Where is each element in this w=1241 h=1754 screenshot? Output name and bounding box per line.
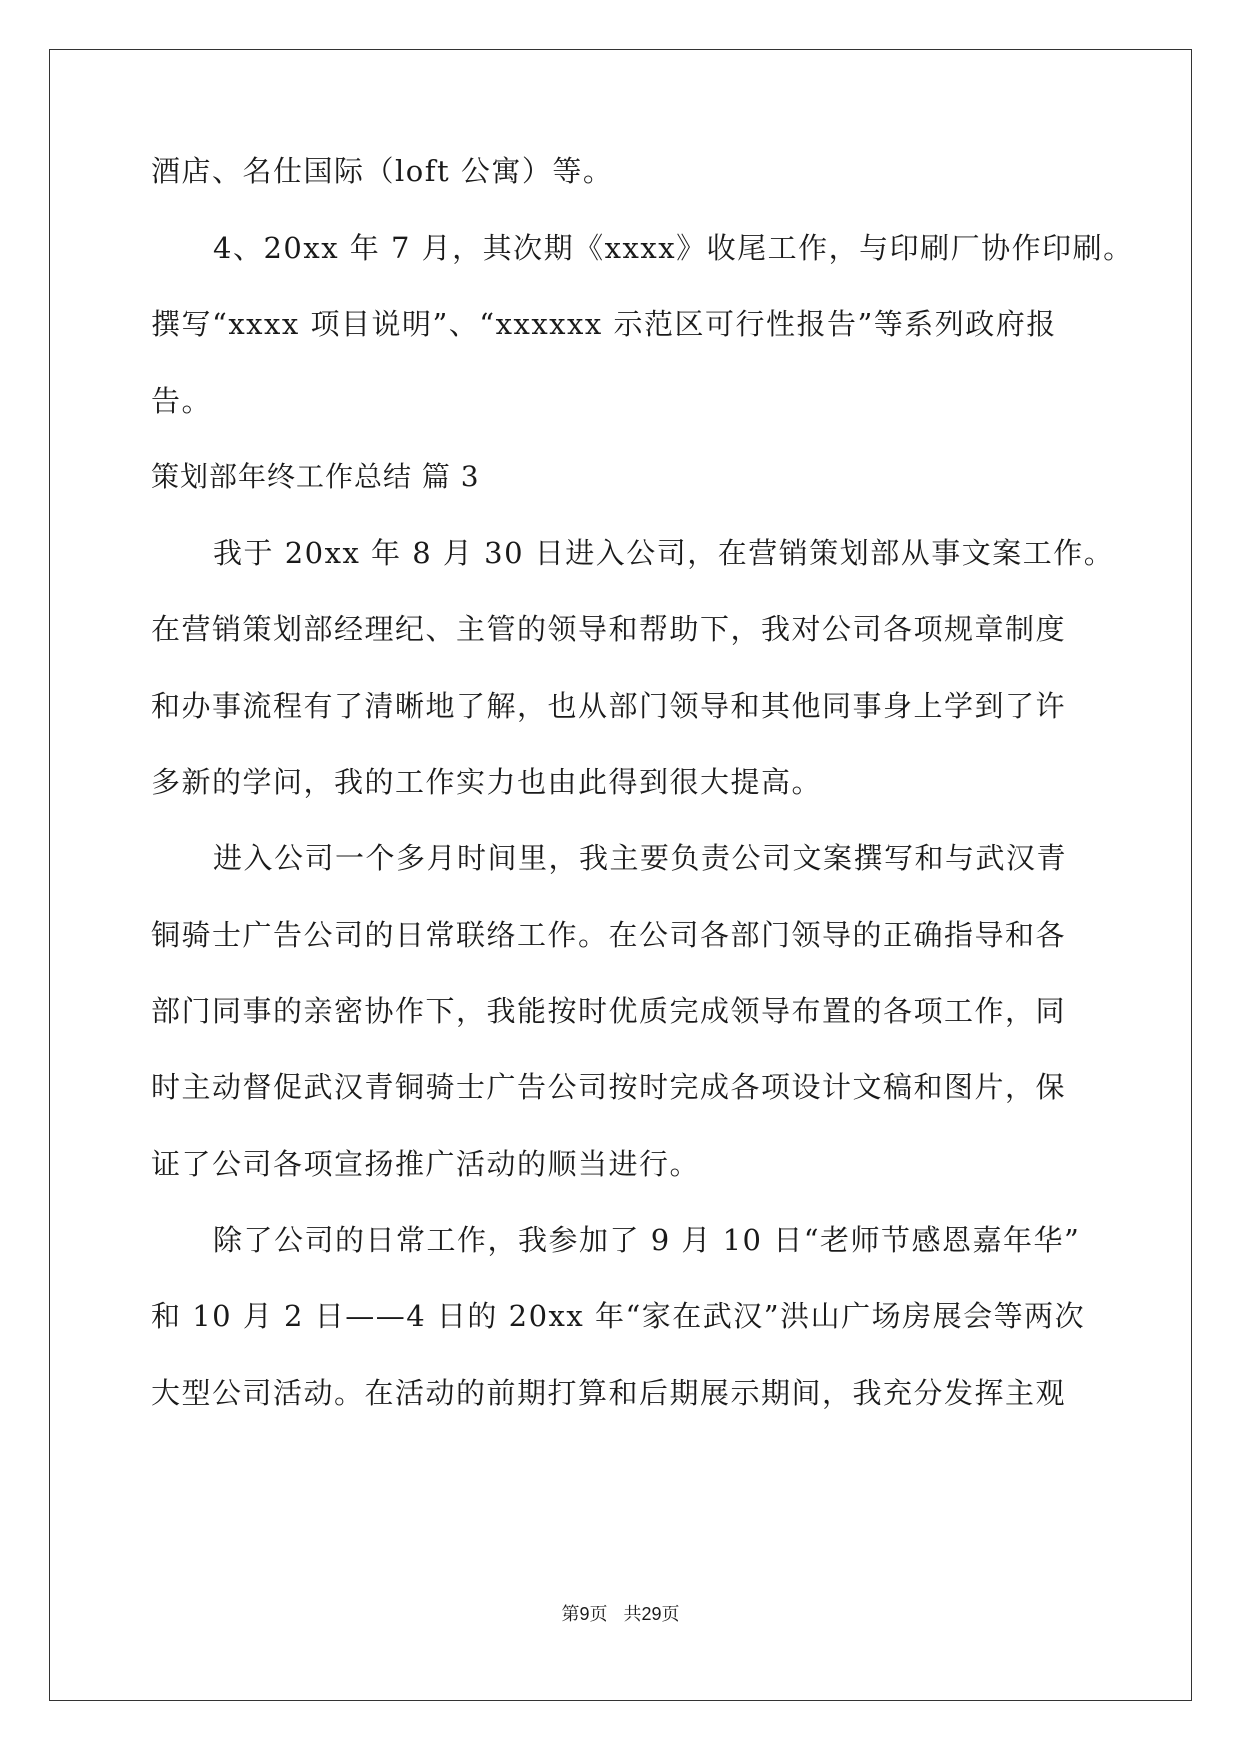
page-number: 9 bbox=[579, 1604, 590, 1624]
text-line: 铜骑士广告公司的日常联络工作。在公司各部门领导的正确指导和各 bbox=[151, 918, 1067, 952]
text-line: 和办事流程有了清晰地了解，也从部门领导和其他同事身上学到了许 bbox=[151, 689, 1067, 723]
text-line: 和 10 月 2 日——4 日的 20xx 年“家在武汉”洪山广场房展会等两次 bbox=[151, 1299, 1086, 1333]
text-line: 大型公司活动。在活动的前期打算和后期展示期间，我充分发挥主观 bbox=[151, 1376, 1067, 1410]
text-line: 在营销策划部经理纪、主管的领导和帮助下，我对公司各项规章制度 bbox=[151, 612, 1067, 646]
text-line: 证了公司各项宣扬推广活动的顺当进行。 bbox=[151, 1147, 701, 1181]
total-pages: 29 bbox=[641, 1604, 662, 1624]
paragraph-start: 进入公司一个多月时间里，我主要负责公司文案撰写和与武汉青 bbox=[213, 841, 1068, 875]
page-prefix: 第 bbox=[561, 1604, 580, 1625]
text-line: 酒店、名仕国际（loft 公寓）等。 bbox=[151, 154, 614, 188]
text-line: 时主动督促武汉青铜骑士广告公司按时完成各项设计文稿和图片，保 bbox=[151, 1070, 1067, 1104]
page-suffix: 页 bbox=[589, 1604, 608, 1625]
text-line: 告。 bbox=[151, 384, 213, 418]
page-footer bbox=[0, 1602, 1241, 1627]
total-suffix: 页 bbox=[661, 1604, 680, 1625]
paragraph-start: 我于 20xx 年 8 月 30 日进入公司，在营销策划部从事文案工作。 bbox=[213, 536, 1115, 570]
text-line: 撰写“xxxx 项目说明”、“xxxxxx 示范区可行性报告”等系列政府报 bbox=[151, 307, 1057, 341]
text-line: 部门同事的亲密协作下，我能按时优质完成领导布置的各项工作，同 bbox=[151, 994, 1067, 1028]
section-heading: 策划部年终工作总结 篇 3 bbox=[151, 460, 480, 493]
text-line: 多新的学问，我的工作实力也由此得到很大提高。 bbox=[151, 765, 823, 799]
paragraph-start: 4、20xx 年 7 月，其次期《xxxx》收尾工作，与印刷厂协作印刷。 bbox=[213, 231, 1134, 265]
paragraph-start: 除了公司的日常工作，我参加了 9 月 10 日“老师节感恩嘉年华” bbox=[213, 1223, 1081, 1257]
total-prefix: 共 bbox=[623, 1604, 642, 1625]
